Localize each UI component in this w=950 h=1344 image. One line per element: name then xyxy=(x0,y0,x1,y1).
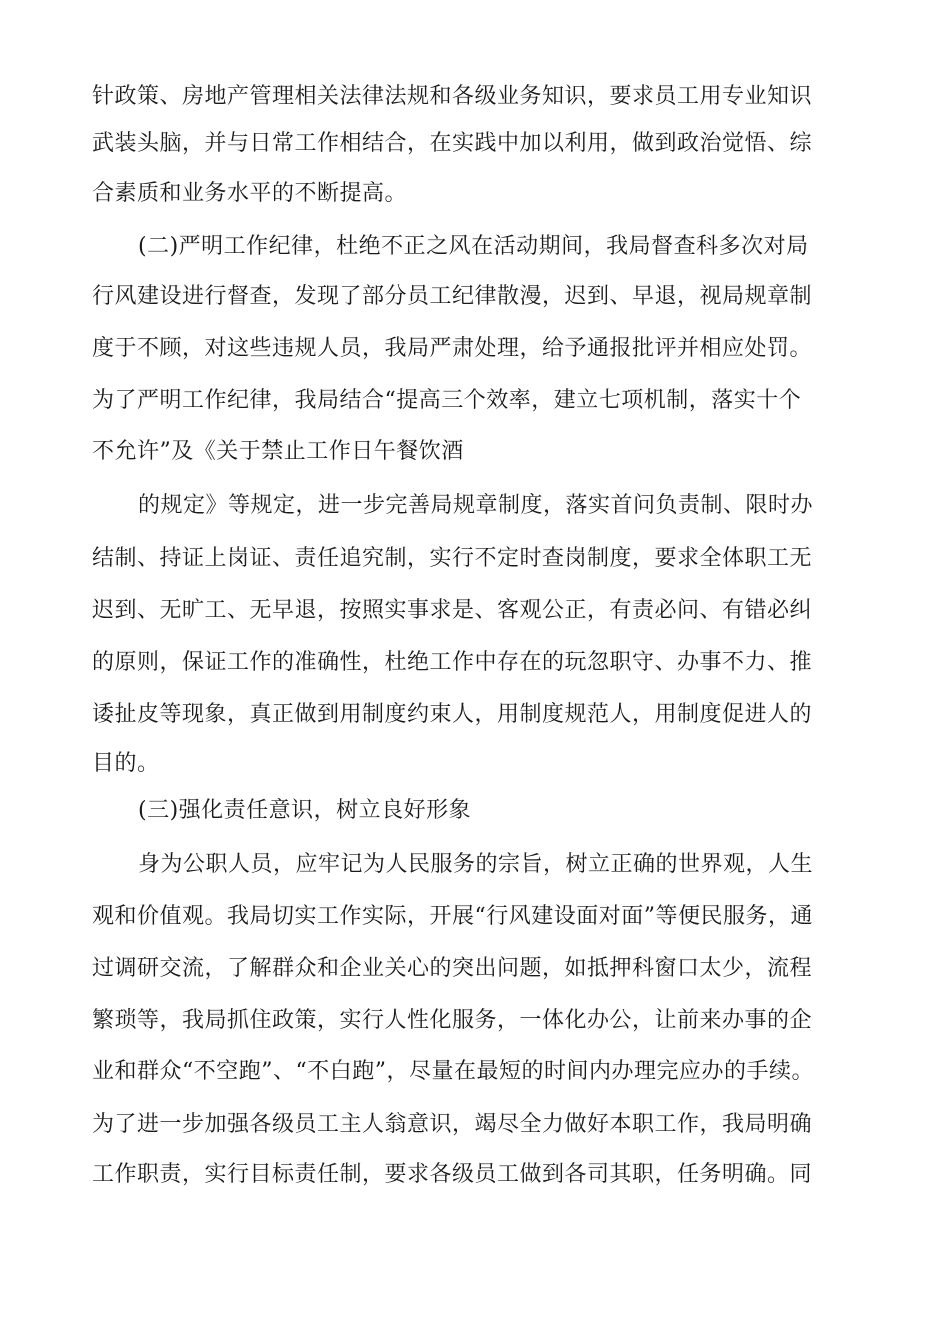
text-line: 身为公职人员，应牢记为人民服务的宗旨，树立正确的世界观，人生 xyxy=(138,852,814,877)
text-line: 的规定》等规定，进一步完善局规章制度，落实首问负责制、限时办 xyxy=(138,493,814,518)
text-line: 过调研交流，了解群众和企业关心的突出问题，如抵押科窗口太少，流程 xyxy=(92,956,813,981)
text-line: (二)严明工作纪律，杜绝不正之风在活动期间，我局督查科多次对局 xyxy=(138,234,809,259)
text-line: 不允许”及《关于禁止工作日午餐饮酒 xyxy=(92,439,464,464)
text-line: 武装头脑，并与日常工作相结合，在实践中加以利用，做到政治觉悟、综 xyxy=(92,131,813,156)
text-line: 为了严明工作纪律，我局结合“提高三个效率，建立七项机制，落实十个 xyxy=(92,388,802,413)
text-line: 行风建设进行督查，发现了部分员工纪律散漫，迟到、早退，视局规章制 xyxy=(92,284,813,309)
text-line: 繁琐等，我局抓住政策，实行人性化服务，一体化办公，让前来办事的企 xyxy=(92,1008,813,1033)
text-line: 为了进一步加强各级员工主人翁意识，竭尽全力做好本职工作，我局明确 xyxy=(92,1112,813,1137)
text-line: 针政策、房地产管理相关法律法规和各级业务知识，要求员工用专业知识 xyxy=(92,84,813,109)
text-line: 结制、持证上岗证、责任追究制，实行不定时查岗制度，要求全体职工无 xyxy=(92,546,813,571)
text-line: 业和群众“不空跑”、“不白跑”，尽量在最短的时间内办理完应办的手续。 xyxy=(92,1059,814,1084)
text-line: 诿扯皮等现象，真正做到用制度约束人，用制度规范人，用制度促进人的 xyxy=(92,702,813,727)
text-line: 观和价值观。我局切实工作实际，开展“行风建设面对面”等便民服务，通 xyxy=(92,904,813,929)
text-line: 迟到、无旷工、无早退，按照实事求是、客观公正，有责必问、有错必纠 xyxy=(92,598,813,623)
text-line: 合素质和业务水平的不断提高。 xyxy=(92,181,408,206)
section-heading: (三)强化责任意识，树立良好形象 xyxy=(138,798,472,823)
text-line: 目的。 xyxy=(92,751,160,776)
text-line: 度于不顾，对这些违规人员，我局严肃处理，给予通报批评并相应处罚。 xyxy=(92,336,813,361)
text-line: 工作职责，实行目标责任制，要求各级员工做到各司其职，任务明确。同 xyxy=(92,1162,813,1187)
text-line: 的原则，保证工作的准确性，杜绝工作中存在的玩忽职守、办事不力、推 xyxy=(92,650,813,675)
